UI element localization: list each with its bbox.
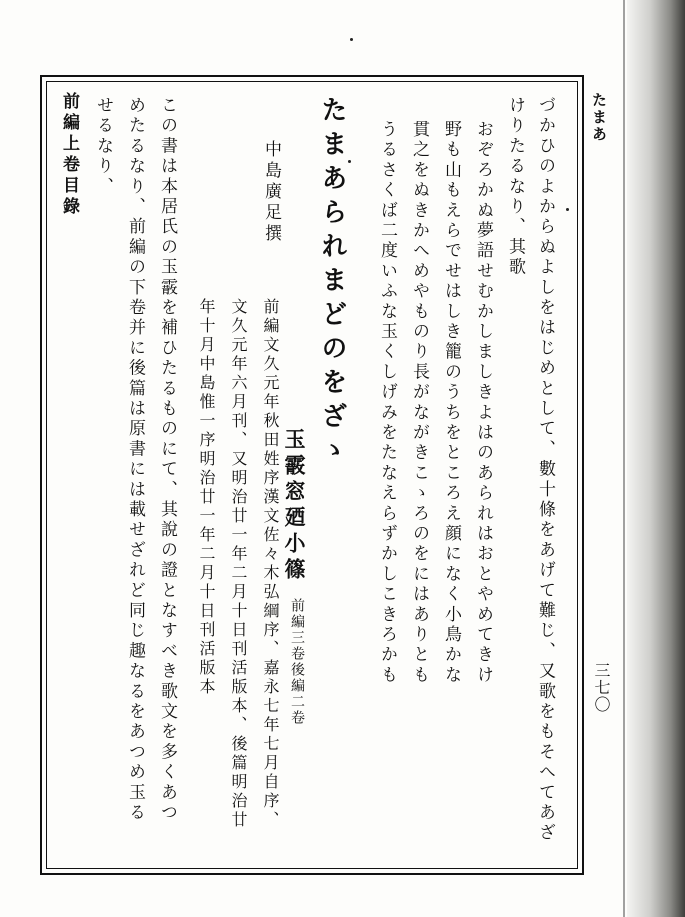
publication-line-1: 前編文久元年秋田姓序漢文佐々木弘綱序、嘉永七年七月自序、 (261, 298, 280, 830)
page-number: 三七〇 (592, 662, 611, 713)
description-line-1: この書は本居氏の玉霰を補ひたるものにて、其說の證となすべき歌文を多くあつ (157, 96, 177, 824)
description-line-2: めたるなり、前編の下卷并に後篇は原書には載せざれど同じ趣なるをあつめ玉る (125, 96, 145, 824)
contents-heading: 前編上卷目錄 (59, 92, 79, 218)
publication-line-2: 文久元年六月刊、又明治廿一年二月十日刊活版本、後篇明治廿 (229, 298, 248, 830)
author-line: 中島廣足撰 (261, 140, 281, 245)
text-column-1: づかひのよからぬよしをはじめとして、數十條をあげて難じ、又歌をもそへてあざ (535, 96, 555, 844)
entry-volumes: 前編三卷後編二卷 (289, 598, 305, 726)
text-column-2: けりたるなり、其歌 (505, 96, 525, 278)
description-line-3: せるなり、 (93, 96, 113, 197)
entry-title: 玉霰窓廼小篠 (282, 428, 307, 584)
scan-speck (350, 38, 353, 41)
binding-line (623, 0, 625, 917)
running-head-title: たまあ (590, 92, 608, 143)
publication-line-3: 年十月中島惟一序明治廿一年二月十日刊活版本 (197, 298, 216, 697)
poem-line-2: 野も山もえらでせはしき籠のうちをところえ顔になく小鳥かな (441, 120, 461, 686)
poem-line-1: おぞろかぬ夢語せむかしましきよはのあられはおとやめてきけ (473, 120, 493, 686)
binding-shadow (627, 0, 685, 917)
scan-speck (566, 208, 569, 211)
section-heading: たまあられまどのをざゝ (317, 96, 347, 470)
poem-line-3: 貫之をぬきかへめやものり長がながきこゝろのをにはありとも (409, 120, 429, 686)
poem-line-4: うるさくば二度いふな玉くしげみをたなえらずかしこきろかも (377, 120, 397, 686)
scan-speck (348, 160, 351, 163)
